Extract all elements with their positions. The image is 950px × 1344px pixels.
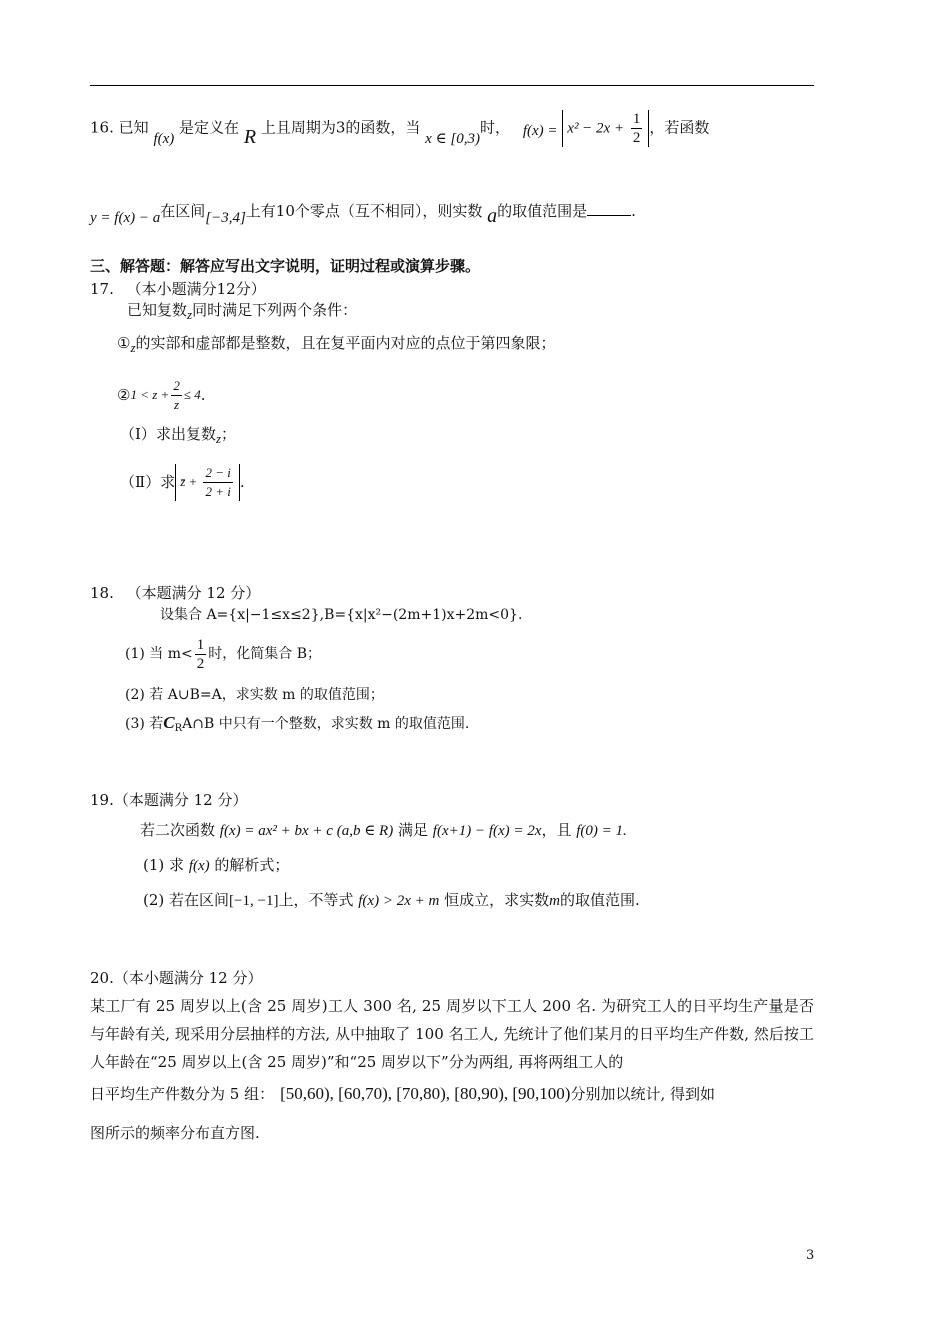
q17-p2-num: 2 − i: [203, 464, 232, 483]
q17-c1-mark: ①: [117, 334, 131, 352]
q20-text: 日平均生产件数分为 5 组：: [90, 1085, 275, 1103]
page-number: 3: [806, 1248, 815, 1263]
q19-text: (2) 若在区间: [143, 891, 230, 909]
q20-header: [90, 968, 262, 988]
q17-text: 同时满足下列两个条件：: [192, 301, 358, 319]
q17-z: z: [187, 307, 193, 322]
q17-text: 求: [160, 473, 176, 491]
q18-p1-den: 2: [196, 655, 205, 672]
q20-line5: 图所示的频率分布直方图.: [90, 1124, 260, 1142]
q19-p2-inequality: f(x) > 2x + m: [358, 893, 440, 909]
q18-complement-C: C: [163, 713, 175, 732]
q17-c2-den: z: [174, 396, 180, 412]
q16-number: 16.: [90, 118, 114, 137]
q18-p1-num: 1: [196, 636, 205, 653]
q17-text: .: [239, 473, 245, 491]
header-rule: [90, 85, 814, 86]
q18-p1-frac: [195, 636, 207, 673]
q17-part1: [120, 424, 236, 445]
q18-part3: [125, 713, 469, 739]
q17-c2-left: 1 < z +: [130, 387, 170, 402]
q16-text: 上且周期为3的函数，当: [260, 118, 421, 137]
q16-condition: x ∈ [0,3): [425, 130, 481, 147]
q17-text: 求出复数: [155, 425, 216, 443]
q16-line2: [90, 200, 636, 227]
q18-intro: 设集合 A={x|−1≤x≤2},B={x|x²−(2m+1)x+2m<0}.: [160, 607, 523, 623]
q17-score: （本小题满分12分）: [126, 280, 266, 298]
q18-score: （本题满分 12 分）: [126, 584, 261, 602]
q19-function: f(x) = ax² + bx + c (a,b ∈ R): [219, 823, 394, 839]
q16-text: 的取值范围是: [497, 202, 588, 220]
q16-half-num: 1: [632, 111, 641, 127]
q17-p2-abs: [175, 464, 240, 501]
q16-ydef: y = f(x) − a: [90, 210, 161, 226]
q19-text: ，且: [541, 821, 572, 839]
q19-p2-m: m: [549, 893, 560, 909]
q17-p2-zbar: z̄ +: [180, 473, 198, 489]
q17-condition2: [117, 373, 205, 417]
q17-z: z: [130, 340, 136, 355]
q18-header: [90, 583, 260, 603]
q19-text: 的取值范围.: [559, 891, 640, 909]
q19-text: 上，不等式: [278, 891, 354, 909]
q20-line4: [90, 1078, 715, 1110]
q17-c2-right: ≤ 4: [183, 387, 201, 402]
q16-fx: f(x): [153, 130, 175, 147]
q16-text: 是定义在: [179, 118, 240, 137]
q19-condition2: f(0) = 1.: [576, 823, 627, 839]
q18-text: A∩B 中只有一个整数，求实数 m 的取值范围.: [182, 716, 470, 732]
q17-p2-frac: [203, 464, 232, 501]
q18-text: (3) 若: [125, 716, 164, 732]
q17-text: 已知复数: [127, 301, 188, 319]
q17-header: [90, 279, 266, 299]
q20-paragraph: 某工厂有 25 周岁以上(含 25 周岁)工人 300 名, 25 周岁以下工人 200 名. 为研究工人的日平均生产量是否与年龄有关, 现采用分层抽样的方法, 从中抽取了 100 名工人, 先统计了他们某月的日平均生产件数, 然后按工人年龄在“25 周岁以上(含 25 周岁)”和“25 周岁以下”分为两组, 再将两组工人的: [90, 997, 814, 1071]
q17-text: .: [200, 386, 206, 404]
q16-half-den: 2: [632, 130, 641, 146]
q16-text: 时，: [480, 118, 511, 137]
q18-text: 时，化简集合 B；: [208, 646, 321, 662]
q17-c2-mark: ②: [117, 386, 131, 404]
q20-number: 20.: [90, 969, 114, 987]
q16-line1: [90, 110, 709, 154]
q16-text: 上有10个零点（互不相同），则实数: [245, 202, 483, 220]
q19-text: 满足: [398, 821, 429, 839]
q16-interval: [−3,4]: [205, 210, 246, 226]
q19-text: (1) 求: [143, 856, 185, 874]
q18-part2: (2) 若 A∪B=A，求实数 m 的取值范围；: [125, 687, 384, 703]
q17-number: 17.: [90, 280, 114, 298]
q20-score: （本小题满分 12 分）: [113, 969, 263, 987]
q18-number: 18.: [90, 584, 114, 602]
q16-abs: [562, 110, 649, 147]
q18-text: (1) 当 m<: [125, 646, 193, 662]
q19-part1: [143, 855, 289, 876]
q19-number: 19.: [90, 791, 114, 809]
q16-R: R: [243, 125, 257, 148]
q19-intro: [140, 820, 627, 841]
q17-c2-frac: [171, 377, 182, 414]
q19-text: 的解析式；: [214, 856, 290, 874]
section3-heading: 三、解答题：解答应写出文字说明，证明过程或演算步骤。: [90, 257, 481, 275]
q16-fdef-left: f(x) =: [522, 122, 558, 139]
q17-p2-den: 2 + i: [205, 483, 231, 499]
q20-groups: [50,60), [60,70), [70,80), [80,90), [90,100): [280, 1084, 571, 1103]
q19-condition1: f(x+1) − f(x) = 2x: [432, 823, 542, 839]
q17-p2-mark: （Ⅱ）: [120, 473, 161, 491]
q17-intro: [127, 300, 357, 321]
q16-text: .: [631, 202, 636, 220]
q19-text: 若二次函数: [140, 821, 216, 839]
q17-part2: [120, 460, 245, 504]
q16-a: a: [487, 205, 498, 227]
q16-half: [631, 110, 643, 147]
q17-condition1: [117, 333, 556, 354]
q19-header: [90, 790, 247, 810]
q19-score: （本题满分 12 分）: [113, 791, 248, 809]
q16-answer-blank[interactable]: [587, 201, 631, 216]
q17-z: z: [215, 431, 222, 446]
q16-text: 在区间: [160, 202, 206, 220]
q19-p2-interval: [−1, −1]: [229, 893, 279, 909]
q17-text: ；: [221, 425, 237, 443]
q20-text: 分别加以统计, 得到如: [570, 1085, 716, 1103]
q19-text: 恒成立，求实数: [444, 891, 550, 909]
q17-p1-mark: （Ⅰ）: [120, 425, 156, 443]
q18-part1: [125, 632, 321, 676]
q19-p1-fx: f(x): [188, 858, 210, 874]
q18-complement-sub: R: [174, 723, 183, 734]
q16-text: 已知: [118, 118, 149, 137]
q16-text: ，若函数: [649, 118, 710, 137]
q17-c2-num: 2: [171, 377, 182, 396]
q16-fdef-abs: x² − 2x +: [567, 120, 625, 137]
q17-text: 的实部和虚部都是整数，且在复平面内对应的点位于第四象限；: [135, 334, 556, 352]
q19-part2: [143, 890, 640, 911]
